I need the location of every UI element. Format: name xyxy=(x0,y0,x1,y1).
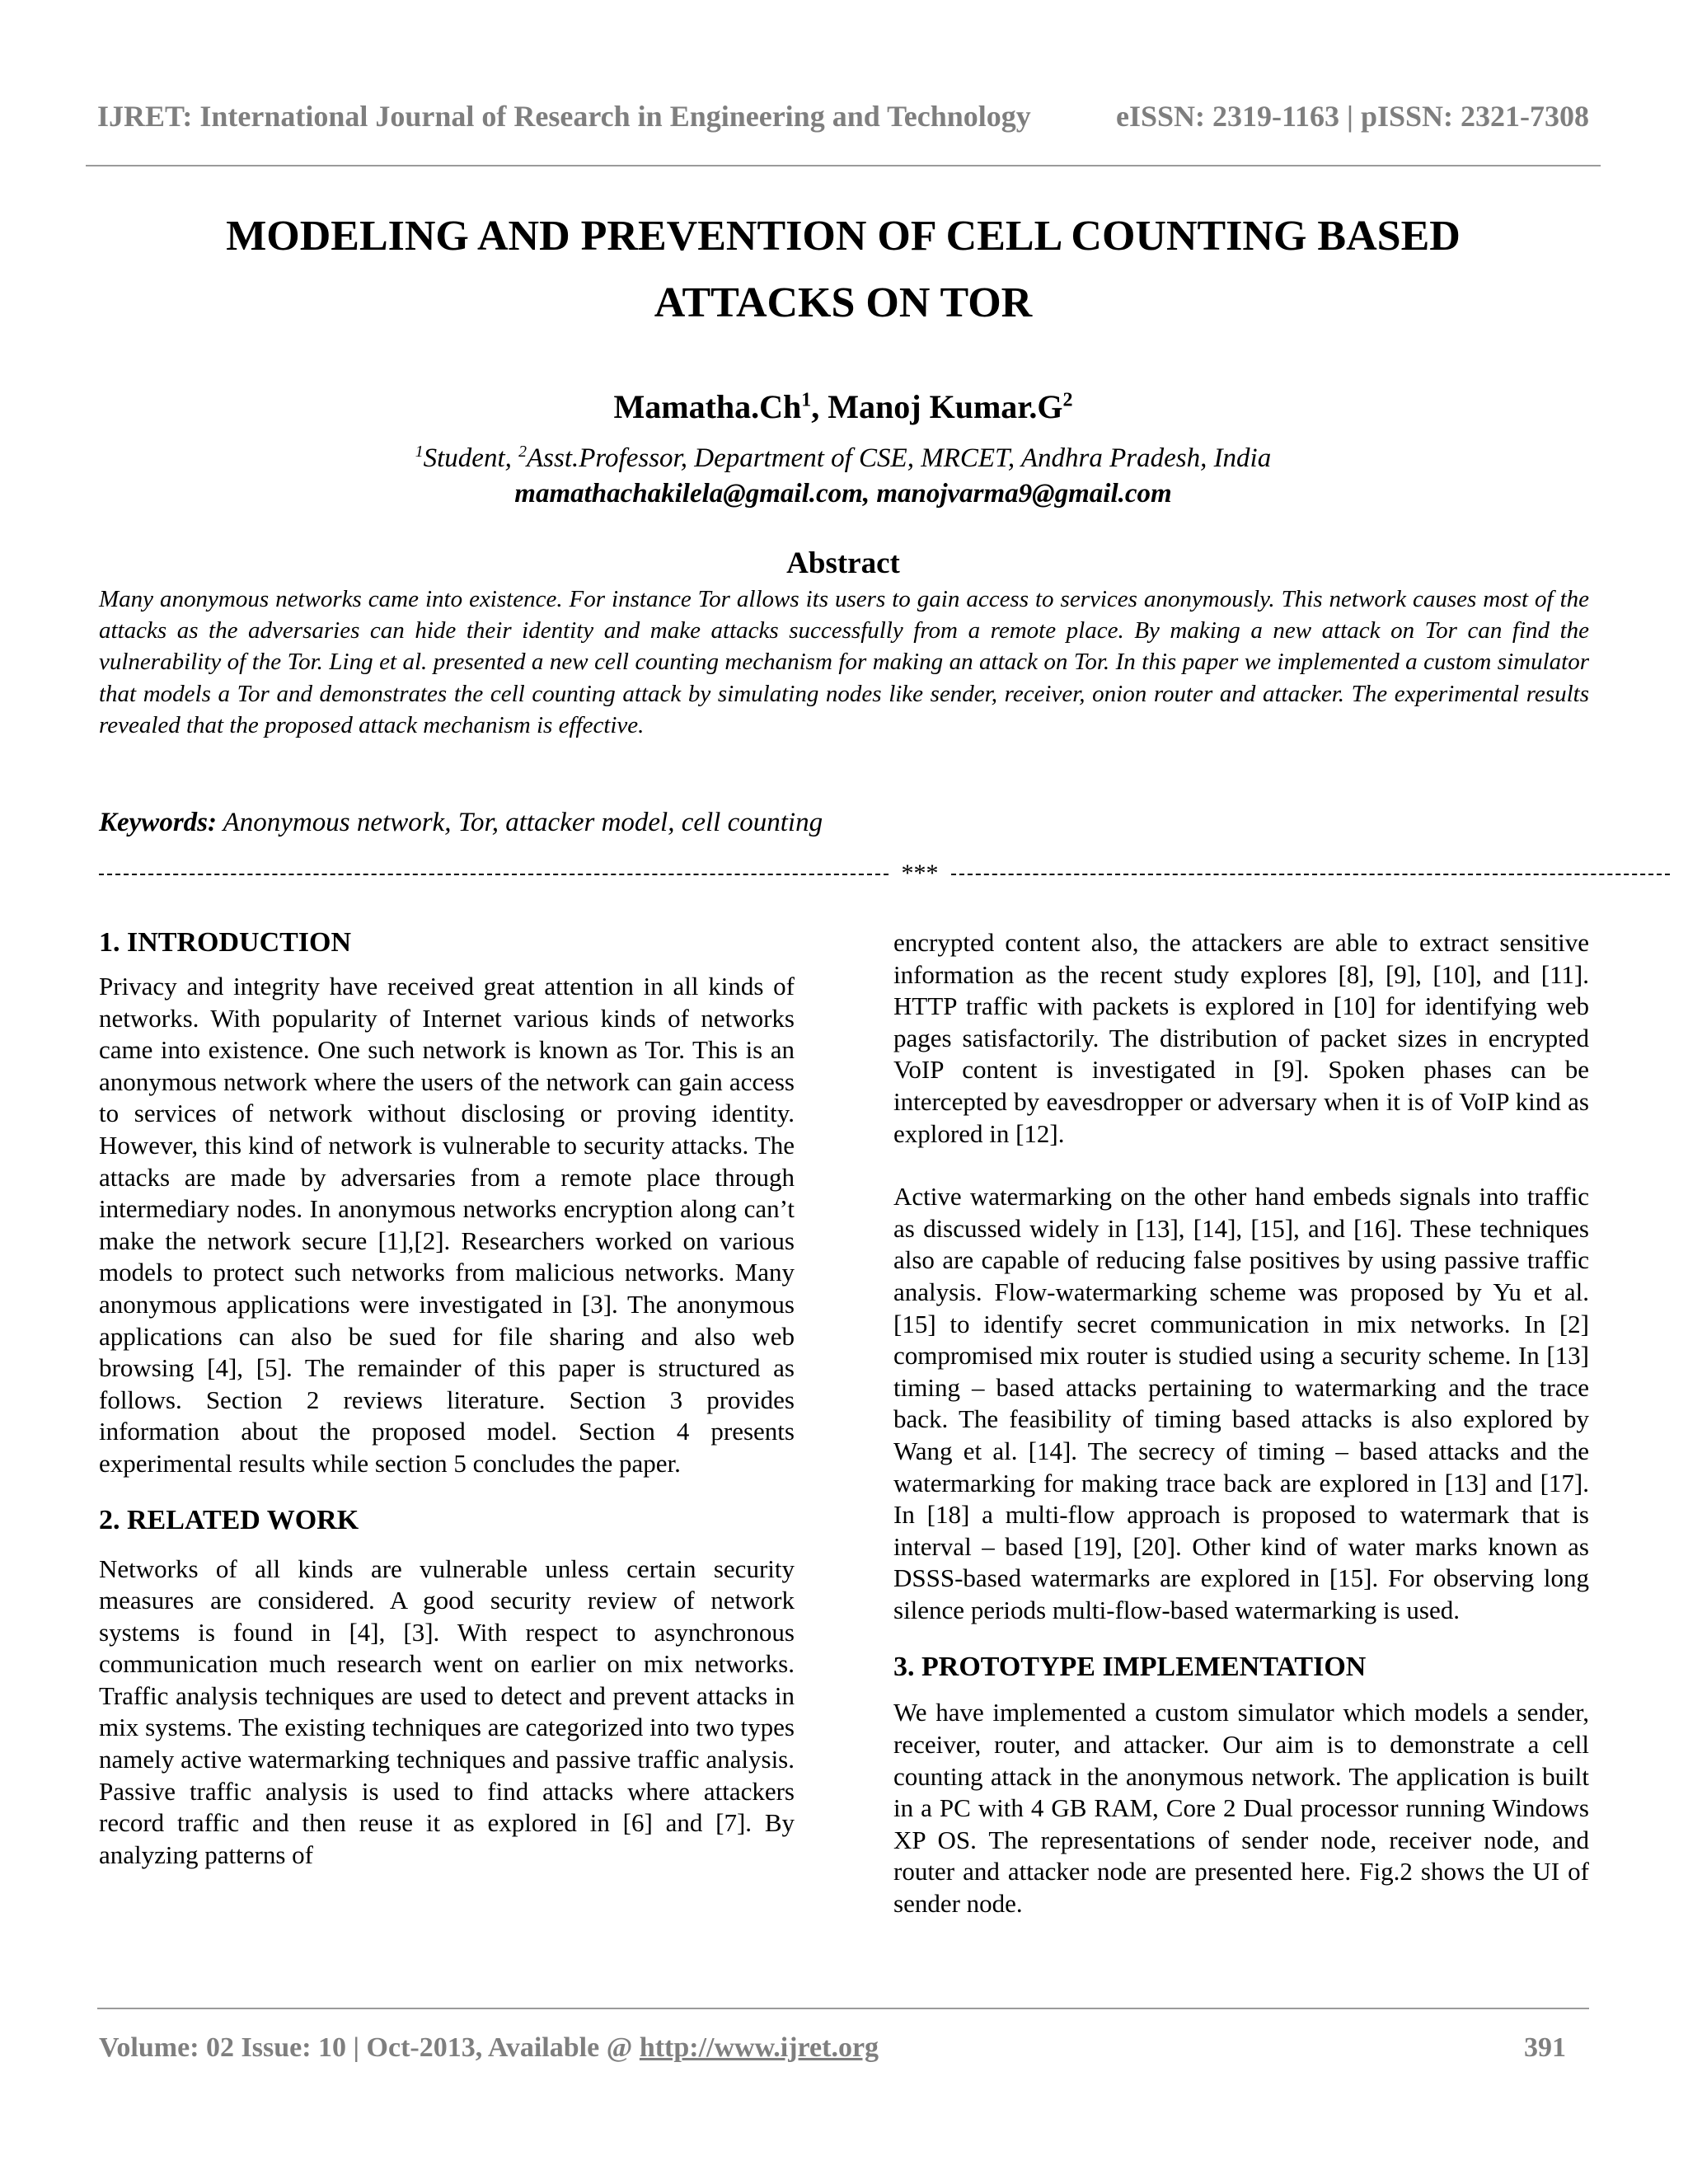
related-work-continued-2: Active watermarking on the other hand embeds signals into traffic as discussed widely in [13], [14], [15], and [16]. These techniques also are capable of reducing false positives by using passive traffic analysis. Flow-watermarking scheme was proposed by Yu et al. [15] to identify secret communication in mix networks. In [2] compromised mix router is studied using a security scheme. In [13] timing – based attacks pertaining to watermarking and the trace back. The feasibility of timing based attacks is also explored by Wang et al. [14]. The secrecy of timing – based attacks and the watermarking for making trace back are explored in [13] and [17]. In [18] a multi-flow approach is proposed to watermark that is interval – based [19], [20]. Other kind of water marks known as DSSS-based watermarks are explored in [15]. For observing long silence periods multi-flow-based watermarking is used. xyxy=(893,1182,1589,1624)
email-separator: , xyxy=(862,479,877,509)
keywords-text: Anonymous network, Tor, attacker model, cell counting xyxy=(217,808,823,837)
intro-heading: 1. INTRODUCTION xyxy=(99,927,352,958)
affiliation xyxy=(97,441,1589,476)
paper-title-line-1: MODELING AND PREVENTION OF CELL COUNTING BASED xyxy=(226,213,1461,260)
author-separator: , xyxy=(811,388,828,425)
authors xyxy=(97,386,1589,429)
keywords xyxy=(99,804,1589,841)
page-number: 391 xyxy=(1524,2032,1566,2063)
related-work-continued-1: encrypted content also, the attackers are able to extract sensitive information as the recent study explores [8], [9], [10], and [11]. HTTP traffic with packets is explored in [10] for identifying web pages satisfactorily. The distribution of packet sizes in encrypted VoIP content is investigated in [9]. Spoken phases can be intercepted by eavesdropper or adversary when it is of VoIP kind as explored in [12]. xyxy=(893,928,1589,1148)
footer-volume: Volume: 02 Issue: 10 | Oct-2013, Available @ xyxy=(99,2032,640,2063)
paper-title-line-2: ATTACKS ON TOR xyxy=(654,279,1033,326)
author-2-sup: 2 xyxy=(1062,389,1073,411)
affil-sup-2: 2 xyxy=(518,443,528,461)
author-1: Mamatha.Ch xyxy=(613,388,802,425)
separator-dash-right xyxy=(951,874,1670,875)
issn-numbers: eISSN: 2319-1163 | pISSN: 2321-7308 xyxy=(1116,100,1589,133)
journal-name: IJRET: International Journal of Research in Engineering and Technology xyxy=(97,100,1031,133)
affil-role-1: Student, xyxy=(423,443,519,473)
footer-url-link[interactable]: http://www.ijret.org xyxy=(639,2032,879,2063)
abstract-text: Many anonymous networks came into existence. For instance Tor allows its users to gain access to services anonymously. This network causes most of the attacks as the adversaries can hide their identity and make attacks successfully from a remote place. By making a new attack on Tor can find the vulnerability of the Tor. Ling et al. presented a new cell counting mechanism for making an attack on Tor. In this paper we implemented a custom simulator that models a Tor and demonstrates the cell counting attack by simulating nodes like sender, receiver, onion router and attacker. The experimental results revealed that the proposed attack mechanism is effective. xyxy=(99,586,1589,738)
header-rule xyxy=(86,165,1601,166)
separator-stars: *** xyxy=(901,860,939,887)
separator-dash-left xyxy=(99,874,889,875)
author-1-sup: 1 xyxy=(801,389,812,411)
left-column xyxy=(99,925,795,1871)
related-work-heading: 2. RELATED WORK xyxy=(99,1504,359,1535)
author-2: Manoj Kumar.G xyxy=(828,388,1063,425)
abstract-heading: Abstract xyxy=(786,546,900,580)
email-2: manojvarma9@gmail.com xyxy=(876,479,1172,509)
keywords-label: Keywords: xyxy=(99,808,217,837)
author-emails xyxy=(97,476,1589,511)
affil-rest: Asst.Professor, Department of CSE, MRCET, Andhra Pradesh, India xyxy=(527,443,1272,473)
page-footer xyxy=(99,2029,1566,2067)
right-column xyxy=(893,927,1589,1920)
related-work-paragraph: Networks of all kinds are vulnerable unless certain security measures are considered. A good security review of network systems is found in [4], [3]. With respect to asynchronous communication much research went on earlier on mix networks. Traffic analysis techniques are used to detect and prevent attacks in mix systems. The existing techniques are categorized into two types namely active watermarking techniques and passive traffic analysis. Passive traffic analysis is used to find attacks where attackers record traffic and then reuse it as explored in [6] and [7]. By analyzing patterns of xyxy=(99,1554,795,1869)
section-separator xyxy=(99,857,1589,890)
prototype-paragraph: We have implemented a custom simulator which models a sender, receiver, router, and attacker. Our aim is to demonstrate a cell counting attack in the anonymous network. The application is built in a PC with 4 GB RAM, Core 2 Dual processor running Windows XP OS. The representations of sender node, receiver node, and router and attacker node are presented here. Fig.2 shows the UI of sender node. xyxy=(893,1698,1589,1919)
footer-rule xyxy=(97,2008,1589,2009)
intro-paragraph: Privacy and integrity have received great attention in all kinds of networks. With popularity of Internet various kinds of networks came into existence. One such network is known as Tor. This is an anonymous network where the users of the network can gain access to services of network without disclosing or proving identity. However, this kind of network is vulnerable to security attacks. The attacks are made by adversaries from a remote place through intermediary nodes. In anonymous networks encryption along can’t make the network secure [1],[2]. Researchers worked on various models to protect such networks from malicious networks. Many anonymous applications were investigated in [3]. The anonymous applications can also be sued for file sharing and also web browsing [4], [5]. The remainder of this paper is structured as follows. Section 2 reviews literature. Section 3 provides information about the proposed model. Section 4 presents experimental results while section 5 concludes the paper. xyxy=(99,972,795,1478)
email-1: mamathachakilela@gmail.com xyxy=(514,479,863,509)
prototype-heading: 3. PROTOTYPE IMPLEMENTATION xyxy=(893,1652,1367,1683)
affil-sup-1: 1 xyxy=(415,443,424,461)
